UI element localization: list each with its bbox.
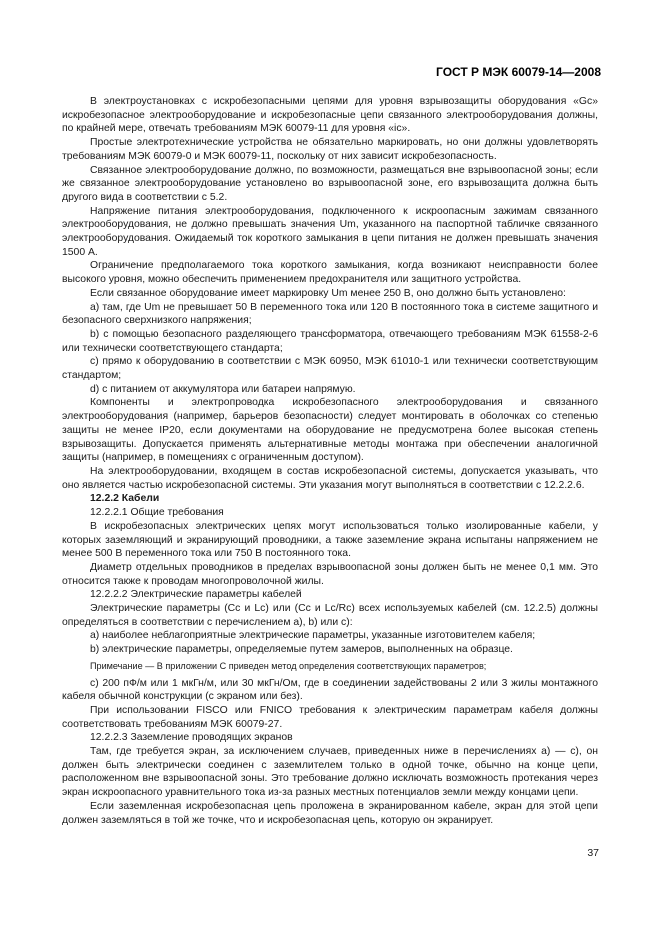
paragraph: В электроустановках с искробезопасными цепями для уровня взрывозащиты оборудования «Gc» искробезопасное электрооборудование и искробезопасные цепи связанного электрооборудования должны, по крайней мере, отвечать требованиям МЭК 60079-11 для уровня «ic». xyxy=(62,96,598,135)
paragraph: Электрические параметры (Cc и Lc) или (Cc и Lc/Rc) всех используемых кабелей (см. 12.2.5) должны определяться в соответствии с перечислением а), b) или с): xyxy=(62,603,598,628)
paragraph: Связанное электрооборудование должно, по возможности, размещаться вне взрывоопасной зоны; если же связанное электрооборудование установлено во взрывоопасной зоне, его взрывозащита должна быть другого вида в соответствии с 5.2. xyxy=(62,164,598,203)
paragraph: Напряжение питания электрооборудования, подключенного к искроопасным зажимам связанного электрооборудования, не должно превышать значения Um, указанного на паспортной табличке связанного электрооборудования. Ожидаемый ток короткого замыкания в цепи питания не должен превышать значения 1500 А. xyxy=(62,205,598,258)
paragraph: Компоненты и электропроводка искробезопасного электрооборудования и связанного электрооборудования (например, барьеров безопасности) следует монтировать в оболочках со степенью защиты не менее IP20, если документами на оборудование не предусмотрена более высокая степень взрывозащиты. Допускается применять альтернативные методы монтажа при обеспечении аналогичной защиты (например, в помещениях с ограниченным доступом). xyxy=(62,397,598,464)
note: Примечание — В приложении С приведен метод определения соответствующих параметров; xyxy=(90,660,487,671)
paragraph: Там, где требуется экран, за исключением случаев, приведенных ниже в перечислениях а) — с), он должен быть электрически соединен с заземлителем только в одной точке, обычно на конце цепи, расположенном вне взрывоопасной зоны. Это требование должно исключать возможность протекания через экран искроопасного уравнительного тока из-за разных местных потенциалов земли между концами цепи. xyxy=(62,746,598,799)
list-item: а) наиболее неблагоприятные электрические параметры, указанные изготовителем кабеля; xyxy=(90,630,536,642)
subsection-heading: 12.2.2.1 Общие требования xyxy=(90,507,224,519)
paragraph: На электрооборудовании, входящем в состав искробезопасной системы, допускается указывать, что оно является частью искробезопасной системы. Эти указания могут выполняться в соответствии с 12.2.2.6. xyxy=(62,465,598,491)
list-item: b) с помощью безопасного разделяющего трансформатора, отвечающего требованиям МЭК 61558-2-6 или технически соответствующего стандарта; xyxy=(62,328,598,354)
list-item: b) электрические параметры, определяемые путем замеров, выполненных на образце. xyxy=(90,644,513,656)
paragraph: Если связанное оборудование имеет маркировку Um менее 250 В, оно должно быть установлено: xyxy=(90,287,566,299)
subsection-heading: 12.2.2.2 Электрические параметры кабелей xyxy=(90,589,302,601)
section-heading: 12.2.2 Кабели xyxy=(90,493,160,505)
subsection-heading: 12.2.2.3 Заземление проводящих экранов xyxy=(90,732,293,744)
page-number: 37 xyxy=(587,847,599,859)
paragraph: Простые электротехнические устройства не обязательно маркировать, но они должны удовлетворять требованиям МЭК 60079-0 и МЭК 60079-11, поскольку от них зависит искробезопасность. xyxy=(62,137,598,162)
paragraph: Ограничение предполагаемого тока короткого замыкания, когда возникают неисправности более высокого уровня, можно обеспечить применением предохранителя или защитного устройства. xyxy=(62,260,598,286)
list-item: а) там, где Um не превышает 50 В переменного тока или 120 В постоянного тока в системе защитного и безопасного сверхнизкого напряжения; xyxy=(62,301,598,327)
list-item: с) прямо к оборудованию в соответствии с МЭК 60950, МЭК 61010-1 или технически соответствующим стандартом; xyxy=(62,356,598,382)
paragraph: Диаметр отдельных проводников в пределах взрывоопасной зоны должен быть не менее 0,1 мм. Это относится также к проводам многопроволочной жилы. xyxy=(62,561,598,587)
document-header: ГОСТ Р МЭК 60079-14—2008 xyxy=(436,65,601,79)
list-item: с) 200 пФ/м или 1 мкГн/м, или 30 мкГн/Ом, где в соединении задействованы 2 или 3 жилы монтажного кабеля обычной конструкции (с экраном или без). xyxy=(62,677,598,703)
list-item: d) с питанием от аккумулятора или батареи напрямую. xyxy=(90,383,356,395)
document-body xyxy=(62,95,598,827)
paragraph: В искробезопасных электрических цепях могут использоваться только изолированные кабели, у которых заземляющий и экранирующий проводники, а также заземление экрана испытаны напряжением не менее 500 В переменного тока или 750 В постоянного тока. xyxy=(62,520,598,560)
paragraph: Если заземленная искробезопасная цепь проложена в экранированном кабеле, экран для этой цепи должен заземляться в той же точке, что и искробезопасная цепь, которую он экранирует. xyxy=(62,800,598,826)
paragraph: При использовании FISCO или FNICO требования к электрическим параметрам кабеля должны соответствовать требованиям МЭК 60079-27. xyxy=(62,704,598,730)
